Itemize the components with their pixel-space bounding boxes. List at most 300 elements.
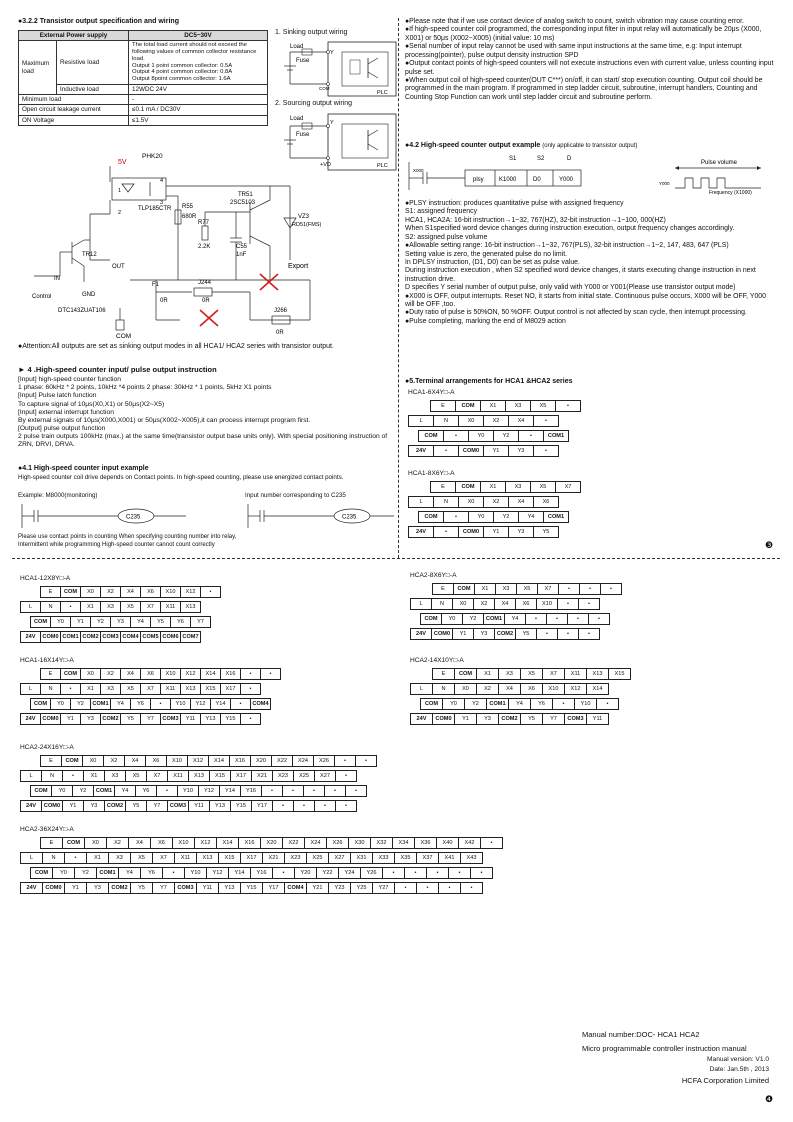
terminal-cell: X4 <box>121 587 141 597</box>
terminal-cell: Y21 <box>307 883 329 893</box>
terminal-row <box>20 882 483 894</box>
sec4-line: [Input] external interrupt function <box>18 408 114 416</box>
terminal-cell: COM3 <box>101 632 121 642</box>
spec-max-load: Maximum load <box>19 41 57 95</box>
terminal-row <box>430 400 581 412</box>
terminal-cell: X43 <box>461 853 483 863</box>
footer-date: Date: Jan.5th , 2013 <box>709 1066 769 1073</box>
transistor-output-circuit <box>20 152 380 340</box>
c-n4: 4 <box>160 178 164 184</box>
plsy-line: In DPLSY instruction, (D1, D0) can be set as pulse value. <box>405 258 580 266</box>
terminal-cell: • <box>65 853 87 863</box>
terminal-block-label: HCA1-12X8Y□-A <box>20 575 71 582</box>
terminal-cell: X0 <box>81 587 101 597</box>
terminal-cell: COM <box>31 786 52 796</box>
terminal-block-label: HCA2-24X16Y□-A <box>20 744 74 751</box>
terminal-cell: Y0 <box>469 512 494 522</box>
terminal-cell: X0 <box>459 497 484 507</box>
terminal-cell: Y10 <box>575 699 597 709</box>
terminal-cell: X23 <box>273 771 294 781</box>
footer-company: HCFA Corporation Limited <box>681 1076 769 1085</box>
note-p3: ●Serial number of input relay cannot be used with same input instructions at the same time, e.g: Input interrupt processing(pointer), pulse output density instruction SPD <box>405 43 742 59</box>
c-j244v: 0R <box>202 298 210 304</box>
terminal-cell: COM0 <box>459 527 484 537</box>
terminal-cell: COM <box>456 482 481 492</box>
sinking-wiring-diagram <box>280 40 400 98</box>
terminal-cell: X5 <box>531 482 556 492</box>
terminal-cell: Y2 <box>494 512 519 522</box>
terminal-cell: X34 <box>393 838 415 848</box>
terminal-cell: • <box>157 786 178 796</box>
terminal-cell: E <box>433 584 454 594</box>
c-tlp: TLP185CTR <box>138 206 172 212</box>
w1-y: Y <box>330 50 334 56</box>
terminal-cell: • <box>449 868 471 878</box>
terminal-cell: Y1 <box>61 714 81 724</box>
terminal-cell: Y2 <box>91 617 111 627</box>
terminal-cell: Y1 <box>484 527 509 537</box>
w2-load: Load <box>290 116 304 122</box>
plsy-line: D specifies Y serial number of output pulse, only valid with Y000 or Y001(Please use transistor output mode) <box>405 284 736 292</box>
terminal-cell: Y5 <box>121 714 141 724</box>
terminal-cell: X0 <box>83 756 104 766</box>
terminal-cell: • <box>63 771 84 781</box>
plsy-d0: D0 <box>533 177 541 183</box>
section-5-title: ●5.Terminal arrangements for HCA1 &HCA2 series <box>405 378 573 385</box>
c-r55v: 680R <box>182 214 197 220</box>
c-dtc: DTC143ZUAT106 <box>58 308 106 314</box>
note-p1: ●Please note that if we use contact device of analog switch to count, switch vibration may cause counting error. <box>405 18 744 25</box>
terminal-cell: X13 <box>197 853 219 863</box>
terminal-cell: COM3 <box>168 801 189 811</box>
c-gnd: GND <box>82 292 96 298</box>
terminal-cell: COM2 <box>105 801 126 811</box>
terminal-cell: X4 <box>129 838 151 848</box>
terminal-cell: • <box>537 629 558 639</box>
footer-title: Micro programmable controller instruction manual <box>582 1044 747 1053</box>
terminal-cell: • <box>534 416 559 426</box>
terminal-cell: L <box>409 497 434 507</box>
terminal-cell: E <box>431 401 456 411</box>
terminal-cell: X2 <box>107 838 129 848</box>
terminal-cell: Y12 <box>199 786 220 796</box>
terminal-cell: 24V <box>411 714 433 724</box>
terminal-row <box>20 770 357 782</box>
terminal-cell: Y3 <box>81 714 101 724</box>
terminal-row <box>40 668 281 680</box>
terminal-cell: X13 <box>587 669 609 679</box>
terminal-row <box>20 800 357 812</box>
terminal-row <box>410 713 609 725</box>
terminal-cell: Y14 <box>220 786 241 796</box>
terminal-cell: Y0 <box>53 868 75 878</box>
plsy-instr: plsy <box>473 177 484 183</box>
terminal-row <box>20 631 201 643</box>
terminal-cell: 24V <box>409 446 434 456</box>
terminal-cell: X2 <box>484 497 509 507</box>
c-j244: J244 <box>198 280 212 286</box>
terminal-cell: Y7 <box>147 801 168 811</box>
plsy-line: ●PLSY instruction: produces quantitative pulse with assigned frequency <box>405 200 624 207</box>
terminal-cell: Y11 <box>587 714 609 724</box>
plsy-k1000: K1000 <box>499 177 517 183</box>
terminal-cell: X6 <box>516 599 537 609</box>
terminal-cell: COM1 <box>91 699 111 709</box>
terminal-cell: Y3 <box>87 883 109 893</box>
terminal-cell: Y4 <box>119 868 141 878</box>
terminal-cell: X17 <box>221 684 241 694</box>
terminal-cell: X4 <box>125 756 146 766</box>
plsy-line: During instruction execution , when S2 specified word device changes, it starts executing change instruction in next instruction drive. <box>405 267 756 283</box>
terminal-cell: • <box>597 699 619 709</box>
attention-note: ●Attention:All outputs are set as sinking output modes in all HCA1/ HCA2 series with transistor output. <box>18 343 334 350</box>
plsy-line: ●Allowable setting range: 16-bit instruction→1~32, 767(PLS), 32-bit instruction→1~2, 147, 483, 647 (PLS) <box>405 242 729 250</box>
terminal-cell: X24 <box>305 838 327 848</box>
section-42-title <box>405 142 637 151</box>
terminal-cell: X21 <box>263 853 285 863</box>
c-5v: 5V <box>118 159 127 166</box>
terminal-cell: X15 <box>201 684 221 694</box>
terminal-cell: X31 <box>351 853 373 863</box>
terminal-cell: X3 <box>101 684 121 694</box>
terminal-cell: X25 <box>294 771 315 781</box>
terminal-cell: • <box>273 801 294 811</box>
terminal-block-label: HCA2-8X6Y□-A <box>410 572 457 579</box>
sec42-title-note: (only applicable to transistor output) <box>542 143 638 149</box>
terminal-cell: Y10 <box>171 699 191 709</box>
counter-ladder-diagrams <box>18 502 396 530</box>
terminal-cell: E <box>41 838 63 848</box>
terminal-cell: Y13 <box>219 883 241 893</box>
terminal-cell: • <box>61 602 81 612</box>
terminal-cell: X5 <box>121 602 141 612</box>
terminal-cell: COM0 <box>41 632 61 642</box>
terminal-cell: Y16 <box>251 868 273 878</box>
pulse-volume: Pulse volume <box>701 160 738 166</box>
spec-on-voltage: ON Voltage <box>19 115 129 125</box>
terminal-cell: X2 <box>104 756 125 766</box>
terminal-cell: COM1 <box>544 512 569 522</box>
terminal-cell: Y2 <box>75 868 97 878</box>
w2-y: Y <box>330 120 334 126</box>
terminal-cell: • <box>315 801 336 811</box>
terminal-cell: COM <box>62 756 83 766</box>
terminal-row <box>432 583 622 595</box>
terminal-cell: • <box>336 771 357 781</box>
page-number-3: ❸ <box>765 540 774 550</box>
terminal-cell: X26 <box>314 756 335 766</box>
terminal-cell: • <box>241 669 261 679</box>
terminal-cell: X13 <box>181 602 201 612</box>
terminal-cell: COM1 <box>484 614 505 624</box>
example-1-label: Example: M8000(monitoring) <box>18 492 98 499</box>
terminal-row <box>40 586 221 598</box>
terminal-cell: X11 <box>161 684 181 694</box>
terminal-cell: E <box>41 756 62 766</box>
terminal-cell: COM <box>61 669 81 679</box>
sec4-line: 2 pulse train outputs 100kHz (max.) at the same time(transistor output base units only). With special positioning instruction of ZRN, DRVI, DRVA. <box>18 433 388 449</box>
spec-on-voltage-value: ≤1.5V <box>129 115 268 125</box>
plsy-line: S1: assigned frequency <box>405 208 478 216</box>
plsy-line: When S1specified word device changes during instruction execution, output frequency changes accordingly. <box>405 225 735 233</box>
terminal-cell: X12 <box>195 838 217 848</box>
c-c55v: 1nF <box>236 252 247 258</box>
terminal-cell: X15 <box>219 853 241 863</box>
terminal-cell: Y5 <box>516 629 537 639</box>
terminal-cell: Y0 <box>469 431 494 441</box>
terminal-cell: • <box>262 786 283 796</box>
plsy-line: HCA1, HCA2A: 16-bit instruction→1~32, 767(HZ), 32-bit instruction→1~100, 000(HZ) <box>405 216 666 224</box>
terminal-cell: Y2 <box>465 699 487 709</box>
terminal-row <box>430 481 581 493</box>
note-line-2: Intermittent while programming High-speed counter cannot count correctly <box>18 542 215 548</box>
plsy-s2: S2 <box>537 156 545 162</box>
terminal-cell: • <box>461 883 483 893</box>
terminal-cell: X11 <box>565 669 587 679</box>
terminal-cell: Y14 <box>229 868 251 878</box>
c-n2: 2 <box>118 210 122 216</box>
terminal-cell: X16 <box>230 756 251 766</box>
spec-leakage: Open circuit leakage current <box>19 105 129 115</box>
terminal-cell: COM1 <box>97 868 119 878</box>
terminal-cell: X0 <box>455 684 477 694</box>
terminal-cell: X20 <box>261 838 283 848</box>
terminal-cell: 24V <box>409 527 434 537</box>
terminal-cell: Y4 <box>111 699 131 709</box>
plsy-ladder-diagram <box>405 152 777 196</box>
terminal-cell: 24V <box>21 632 41 642</box>
terminal-cell: COM6 <box>161 632 181 642</box>
terminal-cell: X16 <box>239 838 261 848</box>
terminal-cell: X5 <box>531 401 556 411</box>
terminal-cell: Y13 <box>201 714 221 724</box>
terminal-cell: X2 <box>101 587 121 597</box>
terminal-cell: Y15 <box>241 883 263 893</box>
terminal-cell: Y2 <box>463 614 484 624</box>
terminal-cell: Y27 <box>373 883 395 893</box>
terminal-cell: • <box>579 599 600 609</box>
terminal-cell: COM1 <box>487 699 509 709</box>
terminal-cell: Y10 <box>185 868 207 878</box>
terminal-cell: • <box>163 868 185 878</box>
terminal-cell: X41 <box>439 853 461 863</box>
terminal-row <box>418 511 569 523</box>
terminal-cell: • <box>241 684 261 694</box>
terminal-cell: • <box>558 599 579 609</box>
c-tr12: TR12 <box>82 252 97 258</box>
c-out: OUT <box>112 264 125 270</box>
terminal-cell: • <box>444 431 469 441</box>
terminal-cell: • <box>439 883 461 893</box>
terminal-cell: X40 <box>437 838 459 848</box>
terminal-cell: Y17 <box>252 801 273 811</box>
terminal-cell: Y0 <box>51 617 71 627</box>
pulse-y000: Y000 <box>659 181 670 186</box>
terminal-cell: X36 <box>415 838 437 848</box>
terminal-cell: • <box>395 883 417 893</box>
terminal-cell: • <box>417 883 439 893</box>
terminal-cell: COM <box>455 669 477 679</box>
terminal-row <box>420 698 619 710</box>
terminal-cell: X7 <box>153 853 175 863</box>
terminal-block-label: HCA2-14X10Y□-A <box>410 657 464 664</box>
terminal-row <box>20 713 261 725</box>
terminal-cell: X17 <box>231 771 252 781</box>
terminal-cell: X7 <box>141 684 161 694</box>
terminal-row <box>410 598 600 610</box>
terminal-row <box>30 698 271 710</box>
terminal-cell: • <box>589 614 610 624</box>
terminal-cell: • <box>231 699 251 709</box>
terminal-cell: X1 <box>481 401 506 411</box>
terminal-cell: Y13 <box>210 801 231 811</box>
terminal-cell: COM4 <box>121 632 141 642</box>
terminal-cell: X1 <box>84 771 105 781</box>
terminal-cell: L <box>411 684 433 694</box>
terminal-cell: X3 <box>506 401 531 411</box>
terminal-cell: X1 <box>475 584 496 594</box>
c-r55: R55 <box>182 204 194 210</box>
terminal-cell: Y1 <box>484 446 509 456</box>
terminal-block-label: HCA1-6X4Y□-A <box>408 389 455 396</box>
terminal-cell: COM <box>61 587 81 597</box>
sec42-title-main: ●4.2 High-speed counter output example <box>405 142 541 149</box>
terminal-cell: • <box>241 714 261 724</box>
terminal-cell: N <box>434 497 459 507</box>
terminal-cell: X10 <box>173 838 195 848</box>
terminal-cell: • <box>346 786 367 796</box>
terminal-cell: COM <box>63 838 85 848</box>
terminal-cell: • <box>434 527 459 537</box>
terminal-cell: X0 <box>81 669 101 679</box>
terminal-cell: L <box>21 602 41 612</box>
plsy-line: S2: assigned pulse volume <box>405 233 488 241</box>
terminal-cell: X12 <box>181 587 201 597</box>
terminal-cell: X6 <box>534 497 559 507</box>
plsy-description <box>405 200 777 326</box>
terminal-cell: X11 <box>161 602 181 612</box>
terminal-cell: • <box>427 868 449 878</box>
terminal-cell: X20 <box>251 756 272 766</box>
terminal-cell: • <box>471 868 493 878</box>
terminal-row <box>40 755 377 767</box>
terminal-cell: X3 <box>506 482 531 492</box>
terminal-block-label: HCA1-16X14Y□-A <box>20 657 74 664</box>
terminal-row <box>418 430 569 442</box>
terminal-cell: L <box>411 599 432 609</box>
transistor-spec-table <box>18 30 268 126</box>
terminal-cell: Y25 <box>351 883 373 893</box>
terminal-cell: X0 <box>453 599 474 609</box>
c-c55: C55 <box>236 244 248 250</box>
c235-coil-2: C235 <box>342 514 357 521</box>
terminal-cell: X6 <box>151 838 173 848</box>
example-2-label: Input number corresponding to C235 <box>245 492 346 499</box>
c-control: Control <box>32 294 52 300</box>
section-4-body <box>18 376 393 450</box>
note-p2: ●If high-speed counter coil programmed, the corresponding input filter in input relay will automatically be 20μs (X000, X001) or 50μs (X002~X005) (initial value: 10 ms) <box>405 26 762 42</box>
terminal-cell: Y1 <box>453 629 474 639</box>
terminal-cell: X5 <box>517 584 538 594</box>
terminal-cell: X4 <box>495 599 516 609</box>
sec4-line: [Output] pulse output function <box>18 425 106 433</box>
spec-min-load: Minimum load <box>19 95 129 105</box>
terminal-cell: X4 <box>509 497 534 507</box>
terminal-cell: • <box>601 584 622 594</box>
terminal-cell: • <box>534 446 559 456</box>
terminal-cell: Y2 <box>73 786 94 796</box>
terminal-cell: COM <box>421 699 443 709</box>
spec-inductive: Inductive load <box>57 84 129 94</box>
terminal-cell: X0 <box>459 416 484 426</box>
terminal-cell: Y1 <box>63 801 84 811</box>
terminal-block-label: HCA2-36X24Y□-A <box>20 826 74 833</box>
spec-resistive-value: The total load current should not exceed the following values of common collector resistance load. Output 1 point common collector: 0.5A Output 4 point common collector: 0.8A Output 8point common collector: 1.6A <box>129 41 268 85</box>
terminal-cell: X42 <box>459 838 481 848</box>
terminal-cell: Y3 <box>474 629 495 639</box>
plsy-y000: Y000 <box>559 177 574 183</box>
terminal-cell: COM <box>456 401 481 411</box>
terminal-cell: X22 <box>272 756 293 766</box>
c-j266v: 0R <box>276 330 284 336</box>
terminal-cell: X4 <box>499 684 521 694</box>
terminal-cell: E <box>41 587 61 597</box>
terminal-cell: X32 <box>371 838 393 848</box>
terminal-cell: • <box>283 786 304 796</box>
terminal-cell: • <box>383 868 405 878</box>
terminal-cell: X13 <box>181 684 201 694</box>
terminal-cell: • <box>556 401 581 411</box>
terminal-cell: N <box>42 771 63 781</box>
sec4-line: [Input] Pulse latch function <box>18 392 97 400</box>
column-divider <box>398 18 399 558</box>
terminal-cell: X16 <box>221 669 241 679</box>
terminal-cell: X7 <box>538 584 559 594</box>
terminal-cell: N <box>41 602 61 612</box>
terminal-cell: L <box>21 771 42 781</box>
terminal-row <box>410 683 609 695</box>
c-phk20: PHK20 <box>142 153 163 160</box>
terminal-cell: COM2 <box>499 714 521 724</box>
terminal-cell: X13 <box>189 771 210 781</box>
terminal-cell: Y1 <box>65 883 87 893</box>
terminal-cell: X24 <box>293 756 314 766</box>
terminal-cell: Y23 <box>329 883 351 893</box>
note-p4: ●Output contact points of high-speed counters will not execute instructions even with current value, unless counting input pulse set. <box>405 60 774 76</box>
terminal-cell: COM1 <box>61 632 81 642</box>
terminal-cell: X6 <box>141 669 161 679</box>
terminal-cell: COM <box>31 699 51 709</box>
terminal-cell: Y4 <box>519 512 544 522</box>
terminal-cell: COM5 <box>141 632 161 642</box>
terminal-cell: X14 <box>201 669 221 679</box>
terminal-cell: X5 <box>131 853 153 863</box>
terminal-cell: X27 <box>315 771 336 781</box>
terminal-cell: X12 <box>565 684 587 694</box>
terminal-cell: 24V <box>21 801 42 811</box>
terminal-cell: L <box>21 684 41 694</box>
terminal-cell: • <box>580 584 601 594</box>
terminal-cell: X2 <box>484 416 509 426</box>
terminal-cell: X3 <box>101 602 121 612</box>
note-p5: ●When output coil of high-speed counter(OUT C***) on/off, it can start/ stop execution counting. Output coil should be programmed in the main program. If programmed in step ladder circuit, subroutine, interrupt handlers, Counting and Counting Stop Function can work until step ladder circuit and subroutine perform. <box>405 76 763 101</box>
terminal-cell: Y4 <box>505 614 526 624</box>
terminal-cell: X35 <box>395 853 417 863</box>
w2-vd: +VD <box>320 162 331 168</box>
terminal-cell: COM1 <box>94 786 115 796</box>
terminal-cell: X21 <box>252 771 273 781</box>
terminal-cell: Y22 <box>317 868 339 878</box>
